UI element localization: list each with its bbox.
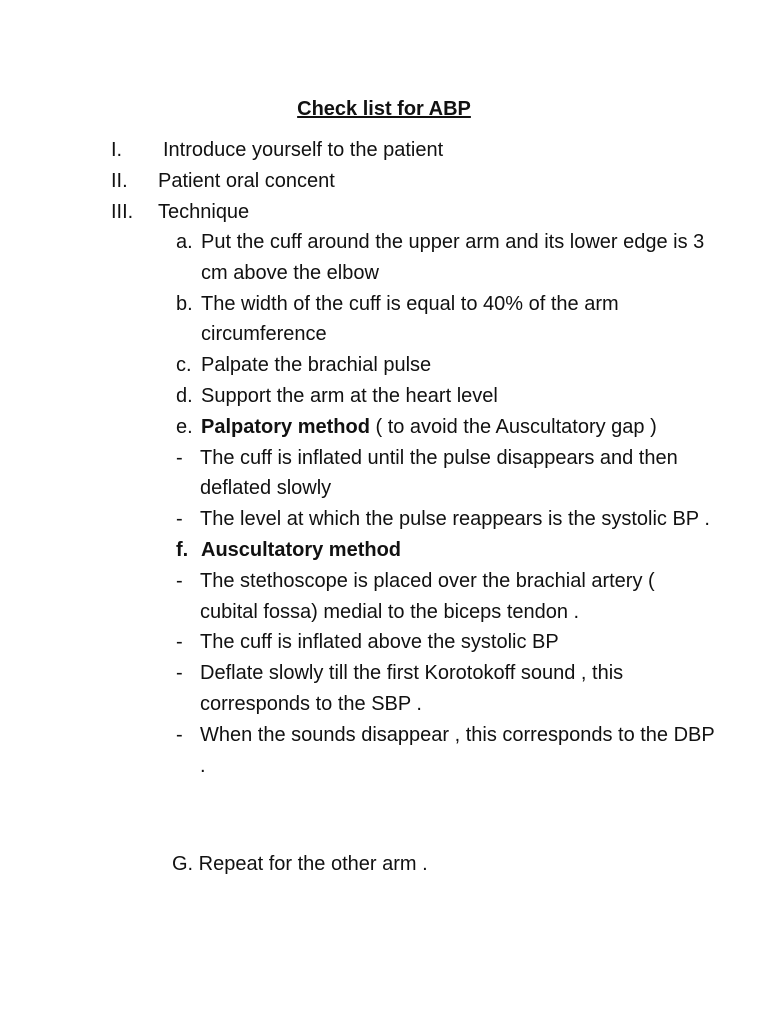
- list-item: [176, 566, 716, 628]
- point-text: When the sounds disappear , this corresponds to the DBP .: [200, 723, 715, 777]
- main-checklist: [111, 135, 731, 227]
- dash-bullet: -: [176, 569, 183, 592]
- palpatory-points: [176, 443, 716, 535]
- item-text: Introduce yourself to the patient: [163, 139, 444, 161]
- dash-bullet: -: [176, 723, 183, 746]
- step-text: The width of the cuff is equal to 40% of the arm circumference: [201, 292, 619, 346]
- step-letter: e.: [176, 415, 193, 438]
- item-text: Patient oral concent: [158, 169, 335, 192]
- step-letter: a.: [176, 231, 193, 253]
- page-title: Check list for ABP: [297, 98, 471, 120]
- dash-bullet: -: [176, 631, 183, 654]
- step-letter: b.: [176, 292, 193, 315]
- dash-bullet: -: [176, 446, 183, 469]
- list-item: [176, 443, 716, 505]
- step-c: [176, 350, 716, 381]
- step-note: ( to avoid the Auscultatory gap ): [369, 415, 657, 438]
- step-letter: d.: [176, 384, 193, 407]
- dash-bullet: -: [176, 508, 183, 531]
- list-item: [111, 197, 731, 228]
- list-item: [176, 627, 716, 658]
- step-letter: c.: [176, 354, 192, 377]
- step-text: [201, 412, 716, 443]
- final-step: G. Repeat for the other arm .: [172, 853, 428, 875]
- step-e: [176, 412, 716, 443]
- step-text: Palpate the brachial pulse: [201, 354, 432, 377]
- step-a: [176, 227, 716, 289]
- step-heading: Palpatory method: [201, 415, 370, 438]
- point-text: The cuff is inflated above the systolic BP: [200, 631, 559, 654]
- step-d: [176, 381, 716, 412]
- dash-bullet: -: [176, 662, 183, 685]
- point-text: The level at which the pulse reappears is the systolic BP .: [200, 508, 710, 531]
- item-number: II.: [111, 169, 128, 192]
- item-text: Technique: [158, 200, 250, 223]
- point-text: Deflate slowly till the first Korotokoff sound , this corresponds to the SBP .: [200, 662, 624, 715]
- step-letter: f.: [176, 538, 189, 561]
- list-item: [111, 135, 731, 166]
- step-heading: Auscultatory method: [201, 538, 402, 561]
- point-text: The stethoscope is placed over the brachial artery ( cubital fossa) medial to the biceps tendon .: [200, 569, 655, 623]
- list-item: [176, 720, 716, 782]
- step-f: [176, 535, 716, 566]
- item-number: III.: [111, 200, 134, 223]
- list-item: [111, 166, 731, 197]
- step-text: Support the arm at the heart level: [201, 384, 498, 407]
- step-b: [176, 289, 716, 351]
- list-item: [176, 658, 716, 720]
- list-item: [176, 504, 716, 535]
- item-number: I.: [111, 139, 123, 161]
- technique-steps: [176, 227, 716, 781]
- point-text: The cuff is inflated until the pulse disappears and then deflated slowly: [200, 446, 678, 500]
- step-text: Put the cuff around the upper arm and its lower edge is 3 cm above the elbow: [201, 231, 705, 284]
- auscultatory-points: [176, 566, 716, 782]
